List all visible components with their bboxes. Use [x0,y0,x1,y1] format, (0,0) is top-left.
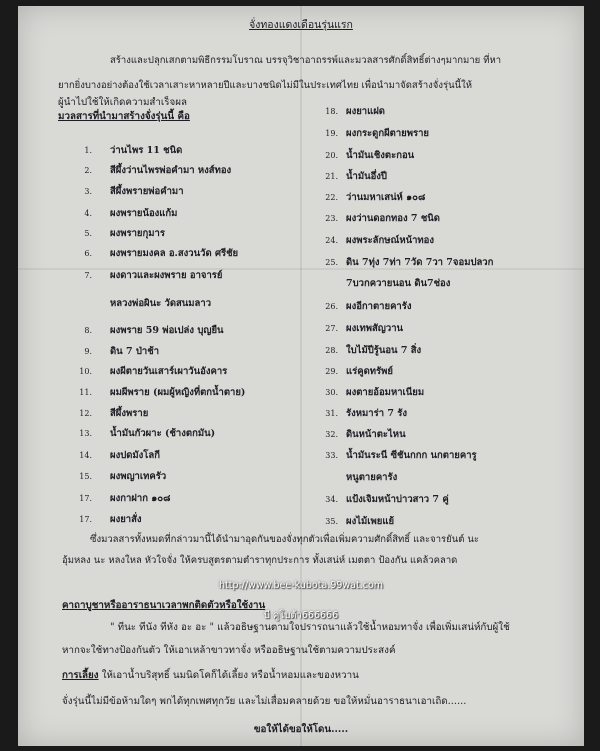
closing-line: ขอให้ได้ขอให้โดน..... [253,724,349,735]
list-item: 20. น้ำมันเชิงตะกอน [325,150,415,161]
list-item: 30. ผงตายอ้อมหาเนียม [325,387,425,398]
intro-paragraph [58,48,558,98]
list-item: 3. สีผึ้งพรายพ่อคำมา [84,186,184,197]
list-item: 13. น้ำมันกัวผาะ (ช้างตกมัน) [79,428,216,439]
feeding-text: ให้เอาน้ำบริสุทธิ์ นมนิดโคก็ได้เลี้ยง หรือน้ำหอมและของหวาน [98,670,359,681]
summary-line-1: ซึ่งมวลสารทั้งหมดที่กล่าวมานี้ได้นำมาอุดกันของจั่งทุกตัวเพื่อเพิ่มความศักดิ์สิทธิ์ และจารยันต์ นะ [90,534,479,545]
document-paper [18,6,584,746]
list-item: 24. ผงพระลักษณ์หน้าทอง [325,235,435,246]
list-item: 31. รังหมาร่า 7 รัง [325,408,408,419]
ingredients-heading: มวลสารที่นำมาสร้างจั่งรุ่นนี้ คือ [58,111,190,122]
usage-line-1: " ทีนะ ทีนัง ทีหัง อะ อะ " แล้วอธิษฐานตามใจปรารถนาแล้วใช้น้ำหอมทาจั่ง เพื่อเพิ่มเสน่ห์กับผู้ใช้ [110,622,510,633]
list-item: 19. ผงกระดูกผีตายพราย [325,128,429,139]
list-item: 33. น้ำมันระนี ซีชันกกก นกตายคารู [325,450,477,461]
watermark-url: http://www.bee-kubota.99wat.com [218,580,384,591]
list-item: 1. ว่านไพร 11 ชนิด [84,145,183,156]
list-item: 27. ผงเทพสัญวาน [325,323,404,334]
list-item: 25. ดิน 7ทุ่ง 7ท่า 7วัด 7วา 7จอมปลวก [325,257,494,268]
list-item: 32. ดินหน้าตะไหน [325,429,406,440]
list-item: 15. ผงพญาเทครัว [79,471,167,482]
feeding-label: การเลี้ยง [62,670,99,681]
list-item: 17. ผงกาฝาก ๑๐๘ [79,493,171,504]
intro-line-3: ผู้นำไปใช้ให้เกิดความสำเร็จผล [58,97,187,108]
list-item: 4. ผงพรายน้องแก้ม [84,208,178,219]
list-item: 34. แป้งเจิมหน้าบ่าวสาว 7 คู่ [325,494,449,505]
list-item: 28. ใบไม้ปีรู้นอน 7 สิ่ง [325,345,422,356]
usage-line-2: หากจะใช้ทางป้องกันตัว ให้เอาเหล้าขาวทาจั่ง หรืออธิษฐานใช้ตามความประสงค์ [62,645,396,656]
intro-line-1: สร้างและปลุกเสกตามพิธีกรรมโบราณ บรรจุวิชาอาถรรพ์และมวลสารศักดิ์สิทธิ์ต่างๆมากมาย ที่หา [110,55,502,66]
list-item: 29. แร่คูดทรัพย์ [325,366,393,377]
list-item: 14. ผงปดมังโลกี [79,450,160,461]
list-item: 6. ผงพรายมงคล อ.สงวนวัด ศรีชัย [84,248,239,259]
list-item: 7. ผงดาวและผงพราย อาจารย์ [84,270,223,281]
list-item: 8. ผงพราย 59 พ่อเปล่ง บุญยืน [84,325,224,336]
list-item-continuation: หลวงพ่อผินะ วัดสนมลาว [110,298,212,309]
watermark-username: บี คูโบต้า666666 [263,610,339,621]
list-item: 2. สีผึ้งว่านไพรพ่อคำมา หงส์ทอง [84,165,232,176]
usage-line-3 [62,668,359,683]
usage-line-4: จั่งรุ่นนี้ไม่มีข้อห้ามใดๆ พกได้ทุกเพศทุกวัย และไม่เสื่อมคลายด้วย ขอให้หมั่นอาราธนาเอาเถิด...... [62,696,467,707]
list-item: 22. ว่านมหาเสน่ห์ ๑๐๘ [325,192,426,203]
intro-line-2: ยากยิ่งบางอย่างต้องใช้เวลาเสาะหาหลายปีและบางชนิดไม่มีในประเทศไทย เพื่อนำมาจัดสร้างจั่งรุ่นนี้ให้ [58,80,472,91]
list-item: 21. น้ำมันอึ่งปี [325,171,387,182]
fold-crease-vertical [300,6,302,746]
list-item: 9. ดิน 7 ป่าช้า [84,346,160,357]
list-item: 11. ผมผีพราย (ผมผู้หญิงที่ตกน้ำตาย) [79,387,246,398]
list-item: 5. ผงพรายกุมาร [84,228,165,239]
list-item: 10. ผงผีตายวันเสาร์เผาวันอังคาร [79,366,228,377]
usage-heading: คาถาบูชาหรืออาราธนาเวลาพกติดตัวหรือใช้งาน [62,600,266,611]
list-item-continuation: 7บวกควายนอน ดิน7ช่อง [346,278,451,289]
list-item: 17. ผงยาสั่ง [79,514,142,525]
list-item: 23. ผงว่านดอกทอง 7 ชนิด [325,213,440,224]
list-item: 18. ผงยาแฝด [325,106,385,117]
list-item: 35. ผงไม้เพยแย้ [325,516,395,527]
list-item: 12. สีผึ้งพราย [79,408,149,419]
list-item-continuation: หนูตายคารัง [346,472,398,483]
summary-line-2: อุ้มหลง นะ หลงใหล หัวใจจั่ง ให้ครบสูตรตามตำราทุกประการ ทั้งเสน่ห์ เมตตา ป้องกัน แคล้วคลาด [62,555,458,566]
document-title: จั่งทองแดงเดือนรุ่นแรก [249,19,353,31]
list-item: 26. ผงอีกาตายคารัง [325,301,412,312]
